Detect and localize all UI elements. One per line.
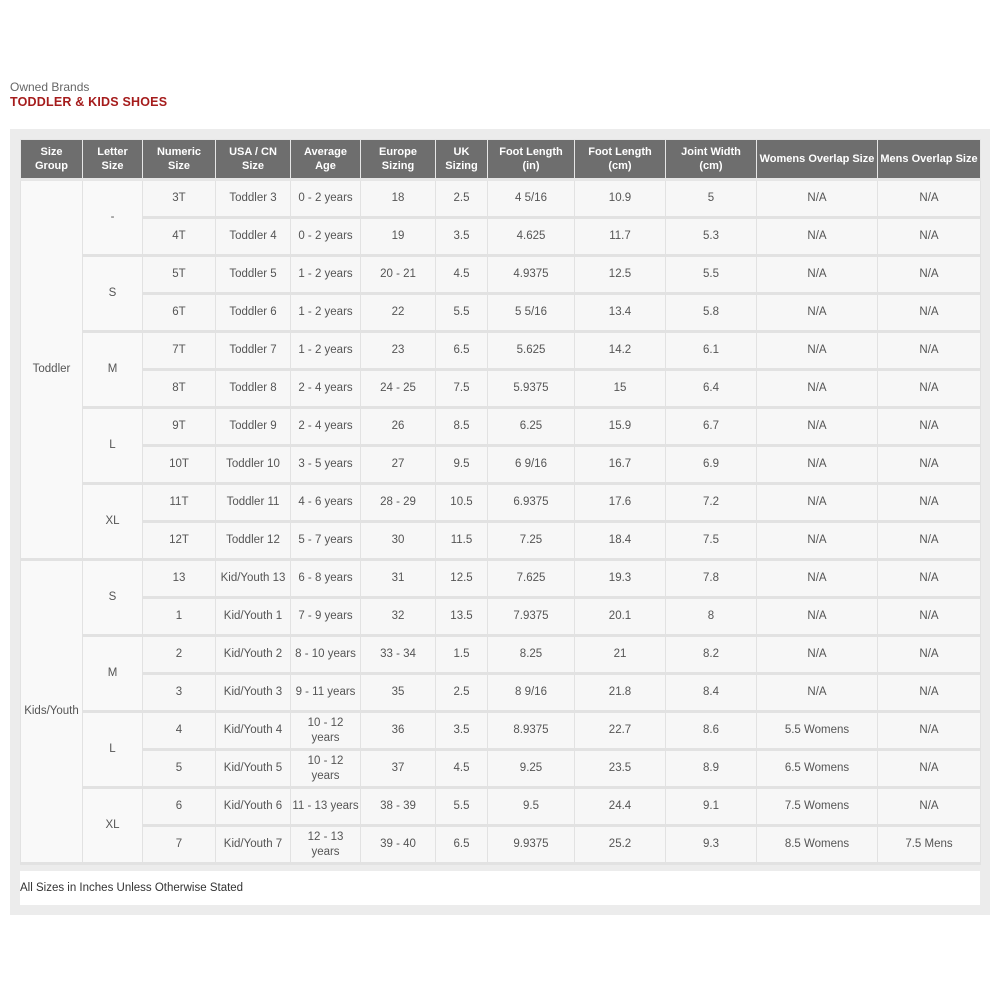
- table-cell: 6 - 8 years: [291, 560, 361, 598]
- table-cell: 18.4: [575, 522, 666, 560]
- letter-size-cell: XL: [83, 484, 143, 560]
- table-cell: 9.5: [488, 788, 575, 826]
- table-cell: 7.8: [666, 560, 757, 598]
- table-cell: 1: [143, 598, 216, 636]
- table-cell: N/A: [757, 484, 878, 522]
- table-cell: 11T: [143, 484, 216, 522]
- table-cell: 8 - 10 years: [291, 636, 361, 674]
- table-row: [21, 256, 981, 294]
- table-cell: 6T: [143, 294, 216, 332]
- table-cell: Kid/Youth 7: [216, 826, 291, 864]
- table-row: [21, 636, 981, 674]
- table-cell: 7.5 Mens: [878, 826, 981, 864]
- table-cell: 7.25: [488, 522, 575, 560]
- table-cell: N/A: [878, 712, 981, 750]
- table-cell: 7: [143, 826, 216, 864]
- table-cell: Toddler 8: [216, 370, 291, 408]
- table-cell: 5.9375: [488, 370, 575, 408]
- table-cell: 23: [361, 332, 436, 370]
- table-row: [21, 712, 981, 750]
- table-cell: 1 - 2 years: [291, 332, 361, 370]
- table-cell: 2.5: [436, 180, 488, 218]
- table-cell: Kid/Youth 4: [216, 712, 291, 750]
- table-cell: 8.5 Womens: [757, 826, 878, 864]
- table-cell: 39 - 40: [361, 826, 436, 864]
- table-cell: 3T: [143, 180, 216, 218]
- table-cell: Kid/Youth 1: [216, 598, 291, 636]
- table-cell: 32: [361, 598, 436, 636]
- letter-size-cell: XL: [83, 788, 143, 864]
- table-cell: 9.3: [666, 826, 757, 864]
- table-cell: N/A: [757, 560, 878, 598]
- table-cell: N/A: [878, 446, 981, 484]
- table-cell: 8.6: [666, 712, 757, 750]
- table-cell: Kid/Youth 3: [216, 674, 291, 712]
- table-cell: 6.5 Womens: [757, 750, 878, 788]
- table-cell: 5.5: [436, 788, 488, 826]
- table-cell: N/A: [757, 180, 878, 218]
- table-cell: Toddler 3: [216, 180, 291, 218]
- table-cell: 6.4: [666, 370, 757, 408]
- table-cell: 0 - 2 years: [291, 180, 361, 218]
- footnote: [20, 871, 980, 905]
- table-cell: 4 5/16: [488, 180, 575, 218]
- table-row: [21, 332, 981, 370]
- table-cell: 1 - 2 years: [291, 256, 361, 294]
- table-cell: 38 - 39: [361, 788, 436, 826]
- size-chart-table: [20, 139, 981, 865]
- table-cell: 5.5 Womens: [757, 712, 878, 750]
- column-header: Foot Length (in): [488, 140, 575, 180]
- table-cell: 10 - 12 years: [291, 750, 361, 788]
- table-row: [21, 370, 981, 408]
- table-cell: 4.5: [436, 256, 488, 294]
- table-cell: 8.9375: [488, 712, 575, 750]
- table-cell: 5 5/16: [488, 294, 575, 332]
- table-row: [21, 788, 981, 826]
- table-row: [21, 218, 981, 256]
- table-cell: 4: [143, 712, 216, 750]
- table-cell: N/A: [878, 218, 981, 256]
- table-cell: N/A: [878, 408, 981, 446]
- table-cell: 5: [143, 750, 216, 788]
- table-cell: 33 - 34: [361, 636, 436, 674]
- table-cell: 4T: [143, 218, 216, 256]
- table-cell: 15: [575, 370, 666, 408]
- table-cell: 4.9375: [488, 256, 575, 294]
- table-cell: 3.5: [436, 218, 488, 256]
- table-row: [21, 522, 981, 560]
- table-cell: 20.1: [575, 598, 666, 636]
- table-cell: 6 9/16: [488, 446, 575, 484]
- table-row: [21, 674, 981, 712]
- table-cell: 31: [361, 560, 436, 598]
- table-cell: 19.3: [575, 560, 666, 598]
- table-cell: 2 - 4 years: [291, 370, 361, 408]
- size-chart-panel: [10, 129, 990, 915]
- column-header: Letter Size: [83, 140, 143, 180]
- table-cell: 6.9375: [488, 484, 575, 522]
- table-cell: 7.625: [488, 560, 575, 598]
- table-cell: 11 - 13 years: [291, 788, 361, 826]
- table-cell: 15.9: [575, 408, 666, 446]
- table-cell: N/A: [878, 636, 981, 674]
- table-cell: N/A: [757, 370, 878, 408]
- table-cell: 24.4: [575, 788, 666, 826]
- table-row: [21, 294, 981, 332]
- table-cell: 6.5: [436, 332, 488, 370]
- table-cell: 8.2: [666, 636, 757, 674]
- table-cell: 2.5: [436, 674, 488, 712]
- table-cell: N/A: [878, 332, 981, 370]
- table-cell: 1.5: [436, 636, 488, 674]
- size-group-cell: Toddler: [21, 180, 83, 560]
- table-cell: 21: [575, 636, 666, 674]
- table-cell: 8T: [143, 370, 216, 408]
- table-cell: N/A: [878, 598, 981, 636]
- table-cell: 22: [361, 294, 436, 332]
- table-cell: 4.5: [436, 750, 488, 788]
- table-cell: 2: [143, 636, 216, 674]
- table-cell: N/A: [757, 446, 878, 484]
- table-cell: 13: [143, 560, 216, 598]
- table-cell: 8.5: [436, 408, 488, 446]
- table-cell: 5.625: [488, 332, 575, 370]
- letter-size-cell: L: [83, 712, 143, 788]
- table-cell: N/A: [757, 218, 878, 256]
- letter-size-cell: M: [83, 332, 143, 408]
- table-cell: Kid/Youth 2: [216, 636, 291, 674]
- table-cell: 6.25: [488, 408, 575, 446]
- table-cell: N/A: [878, 560, 981, 598]
- table-cell: 5.3: [666, 218, 757, 256]
- table-cell: 21.8: [575, 674, 666, 712]
- table-cell: N/A: [757, 294, 878, 332]
- table-cell: N/A: [878, 294, 981, 332]
- table-cell: 4 - 6 years: [291, 484, 361, 522]
- table-cell: 37: [361, 750, 436, 788]
- table-cell: 8.25: [488, 636, 575, 674]
- table-cell: N/A: [757, 256, 878, 294]
- table-cell: 1 - 2 years: [291, 294, 361, 332]
- letter-size-cell: -: [83, 180, 143, 256]
- table-cell: N/A: [878, 788, 981, 826]
- table-cell: 12.5: [436, 560, 488, 598]
- table-cell: 22.7: [575, 712, 666, 750]
- table-cell: N/A: [757, 522, 878, 560]
- table-cell: Toddler 5: [216, 256, 291, 294]
- column-header: USA / CN Size: [216, 140, 291, 180]
- letter-size-cell: L: [83, 408, 143, 484]
- table-cell: 7.5: [666, 522, 757, 560]
- table-cell: Kid/Youth 6: [216, 788, 291, 826]
- column-header: Europe Sizing: [361, 140, 436, 180]
- table-cell: 5: [666, 180, 757, 218]
- table-cell: 5.8: [666, 294, 757, 332]
- table-cell: 6.9: [666, 446, 757, 484]
- table-cell: 25.2: [575, 826, 666, 864]
- footnote-text: All Sizes in Inches Unless Otherwise Stated: [20, 882, 244, 894]
- table-cell: N/A: [757, 332, 878, 370]
- table-cell: 9.1: [666, 788, 757, 826]
- table-cell: 11.7: [575, 218, 666, 256]
- table-cell: 36: [361, 712, 436, 750]
- table-row: [21, 408, 981, 446]
- table-cell: N/A: [757, 408, 878, 446]
- table-row: [21, 560, 981, 598]
- table-cell: 11.5: [436, 522, 488, 560]
- table-cell: 9T: [143, 408, 216, 446]
- table-cell: Toddler 12: [216, 522, 291, 560]
- table-header-row: [21, 140, 981, 180]
- table-cell: 8 9/16: [488, 674, 575, 712]
- table-cell: 27: [361, 446, 436, 484]
- table-cell: N/A: [878, 750, 981, 788]
- table-cell: 20 - 21: [361, 256, 436, 294]
- table-cell: 4.625: [488, 218, 575, 256]
- table-cell: 9.25: [488, 750, 575, 788]
- letter-size-cell: M: [83, 636, 143, 712]
- table-cell: 5.5: [436, 294, 488, 332]
- table-cell: 6: [143, 788, 216, 826]
- table-cell: 26: [361, 408, 436, 446]
- table-cell: 10T: [143, 446, 216, 484]
- table-cell: 7.5: [436, 370, 488, 408]
- table-cell: N/A: [878, 256, 981, 294]
- table-cell: 5 - 7 years: [291, 522, 361, 560]
- table-cell: 6.7: [666, 408, 757, 446]
- column-header: Joint Width (cm): [666, 140, 757, 180]
- table-cell: 7.9375: [488, 598, 575, 636]
- table-cell: 9.9375: [488, 826, 575, 864]
- table-cell: 3 - 5 years: [291, 446, 361, 484]
- table-cell: 35: [361, 674, 436, 712]
- size-group-cell: Kids/Youth: [21, 560, 83, 864]
- table-cell: Toddler 4: [216, 218, 291, 256]
- table-cell: Toddler 6: [216, 294, 291, 332]
- table-cell: 16.7: [575, 446, 666, 484]
- table-cell: Toddler 10: [216, 446, 291, 484]
- table-cell: 10.5: [436, 484, 488, 522]
- table-cell: Kid/Youth 13: [216, 560, 291, 598]
- table-cell: 0 - 2 years: [291, 218, 361, 256]
- table-cell: 14.2: [575, 332, 666, 370]
- table-cell: N/A: [757, 636, 878, 674]
- table-cell: 5.5: [666, 256, 757, 294]
- table-cell: 13.5: [436, 598, 488, 636]
- table-cell: 24 - 25: [361, 370, 436, 408]
- table-cell: 9 - 11 years: [291, 674, 361, 712]
- table-cell: 7 - 9 years: [291, 598, 361, 636]
- column-header: UK Sizing: [436, 140, 488, 180]
- table-cell: 10 - 12 years: [291, 712, 361, 750]
- table-cell: N/A: [757, 674, 878, 712]
- table-cell: Toddler 9: [216, 408, 291, 446]
- column-header: Size Group: [21, 140, 83, 180]
- table-row: [21, 826, 981, 864]
- table-cell: 12.5: [575, 256, 666, 294]
- table-cell: 30: [361, 522, 436, 560]
- letter-size-cell: S: [83, 256, 143, 332]
- table-cell: 10.9: [575, 180, 666, 218]
- table-cell: Toddler 7: [216, 332, 291, 370]
- table-row: [21, 484, 981, 522]
- table-cell: Kid/Youth 5: [216, 750, 291, 788]
- column-header: Foot Length (cm): [575, 140, 666, 180]
- table-cell: N/A: [878, 674, 981, 712]
- table-cell: 8.4: [666, 674, 757, 712]
- table-cell: 12 - 13 years: [291, 826, 361, 864]
- column-header: Numeric Size: [143, 140, 216, 180]
- table-cell: 7T: [143, 332, 216, 370]
- table-cell: 3.5: [436, 712, 488, 750]
- table-cell: 17.6: [575, 484, 666, 522]
- letter-size-cell: S: [83, 560, 143, 636]
- table-cell: 9.5: [436, 446, 488, 484]
- table-cell: 19: [361, 218, 436, 256]
- table-cell: N/A: [878, 370, 981, 408]
- table-row: [21, 446, 981, 484]
- table-cell: 18: [361, 180, 436, 218]
- table-cell: N/A: [878, 522, 981, 560]
- table-cell: 28 - 29: [361, 484, 436, 522]
- table-cell: 8.9: [666, 750, 757, 788]
- table-cell: N/A: [757, 598, 878, 636]
- table-cell: 5T: [143, 256, 216, 294]
- table-cell: 7.5 Womens: [757, 788, 878, 826]
- table-cell: 13.4: [575, 294, 666, 332]
- table-cell: 6.1: [666, 332, 757, 370]
- column-header: Mens Overlap Size: [878, 140, 981, 180]
- table-cell: 6.5: [436, 826, 488, 864]
- table-cell: 12T: [143, 522, 216, 560]
- table-cell: N/A: [878, 484, 981, 522]
- table-cell: 23.5: [575, 750, 666, 788]
- table-row: [21, 750, 981, 788]
- owned-brands-label: Owned Brands: [10, 80, 90, 94]
- table-cell: N/A: [878, 180, 981, 218]
- table-body: [21, 180, 981, 864]
- table-cell: 8: [666, 598, 757, 636]
- table-cell: 7.2: [666, 484, 757, 522]
- page-title: TODDLER & KIDS SHOES: [10, 95, 168, 109]
- table-cell: 2 - 4 years: [291, 408, 361, 446]
- column-header: Womens Overlap Size: [757, 140, 878, 180]
- column-header: Average Age: [291, 140, 361, 180]
- table-row: [21, 598, 981, 636]
- table-cell: Toddler 11: [216, 484, 291, 522]
- table-cell: 3: [143, 674, 216, 712]
- table-row: [21, 180, 981, 218]
